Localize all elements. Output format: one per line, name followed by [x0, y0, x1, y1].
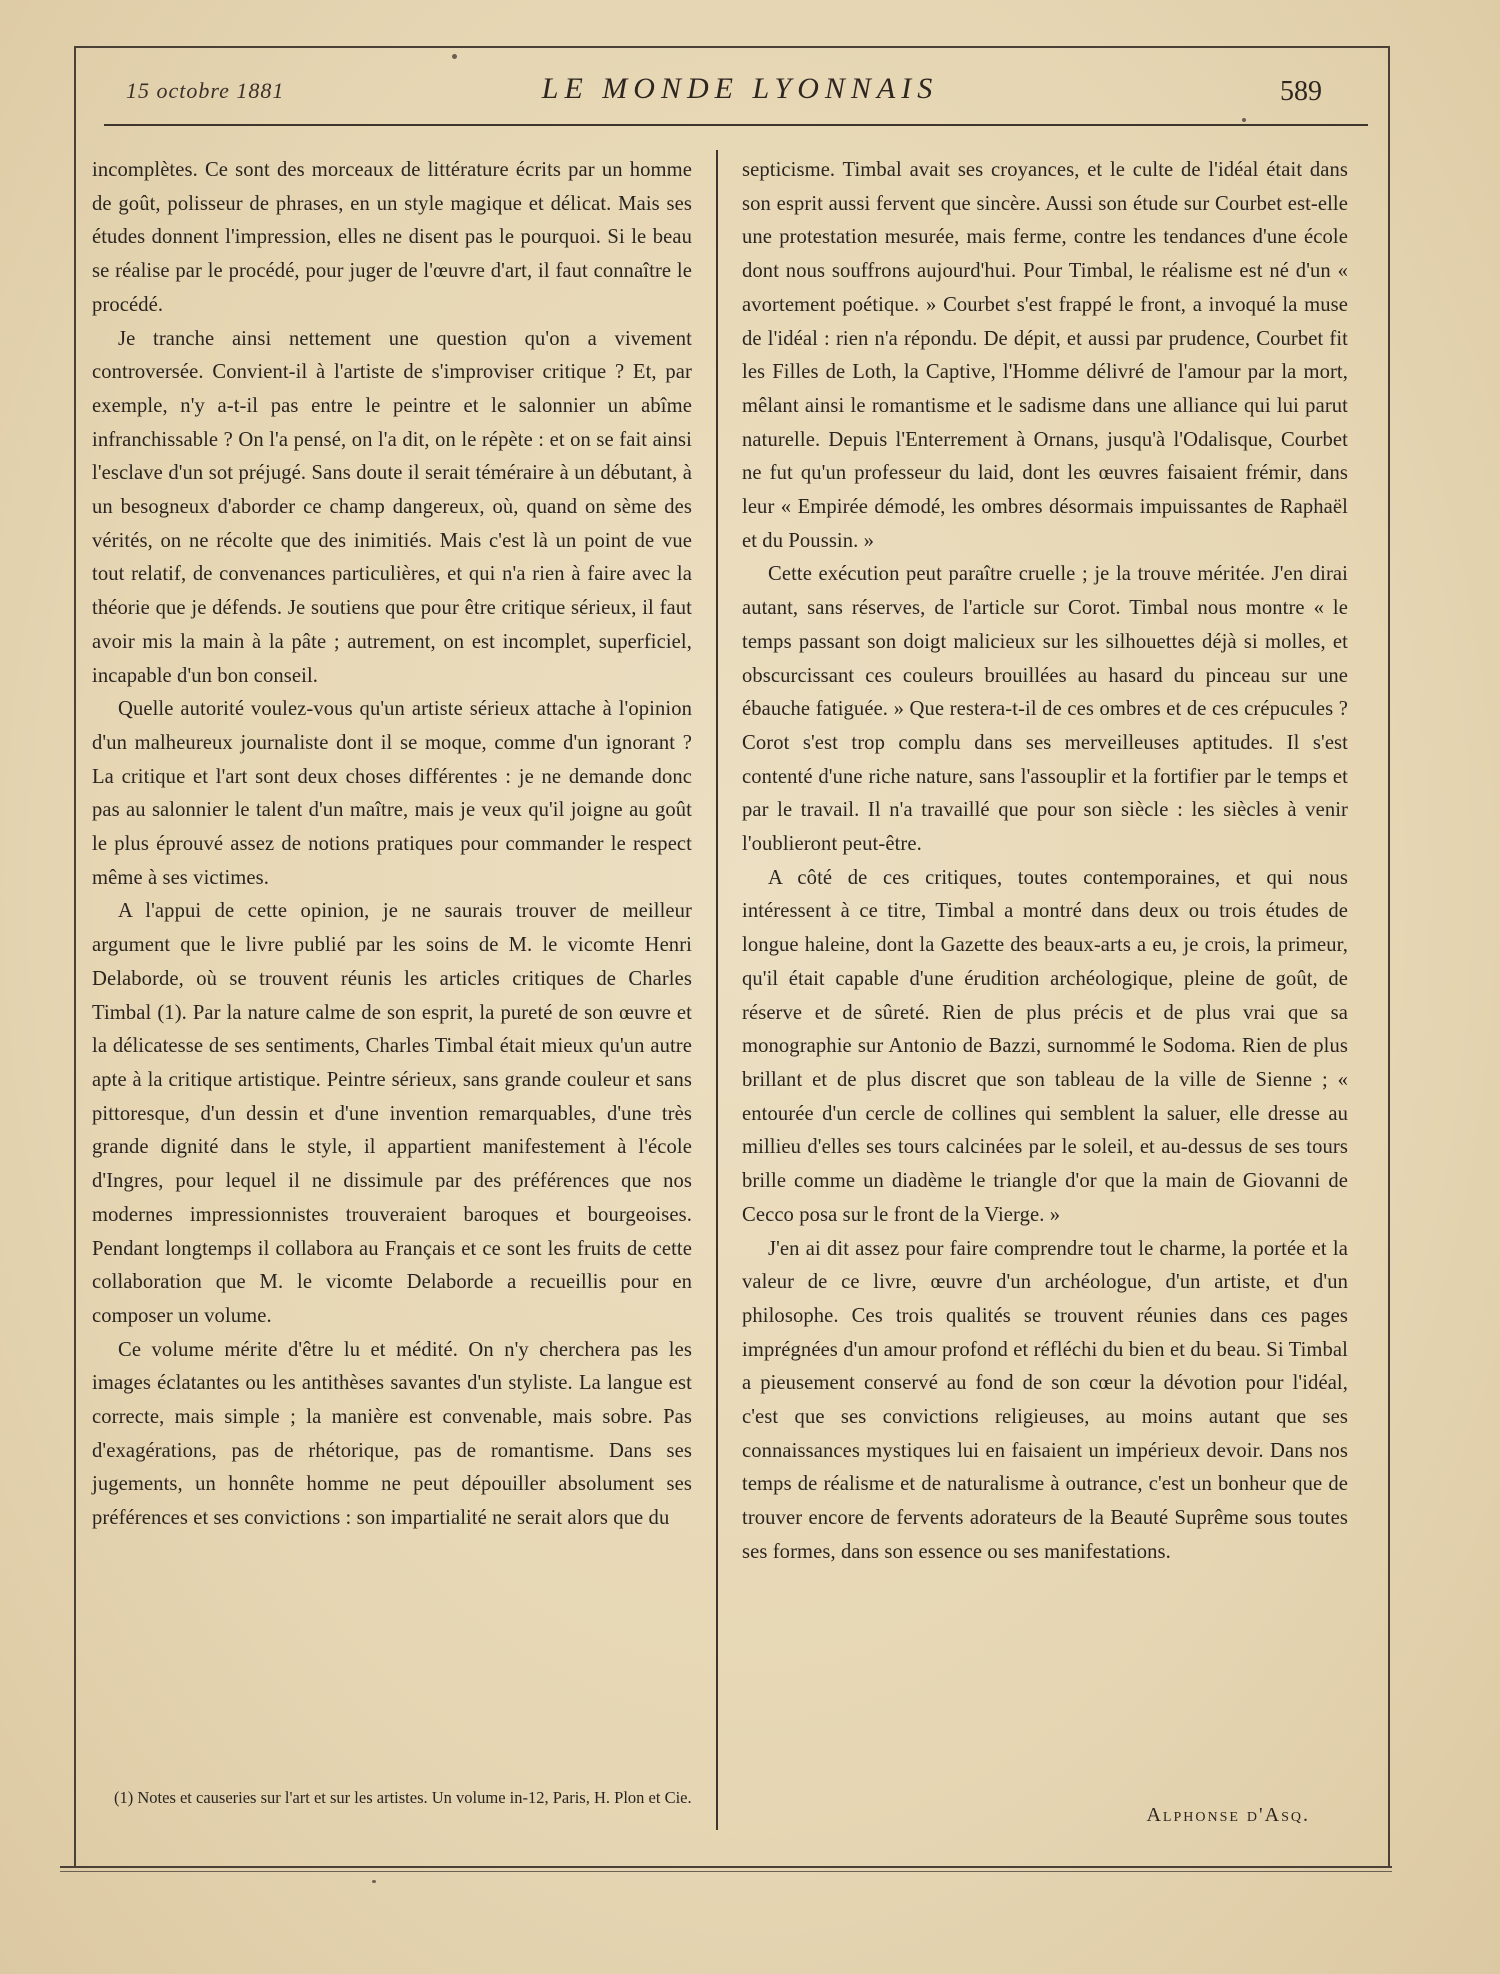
left-column: [92, 154, 692, 1536]
issue-date: 15 octobre 1881: [126, 78, 285, 103]
footnote-text: (1) Notes et causeries sur l'art et sur les artistes. Un volume in-12, Paris, H. Plon et Cie.: [114, 1788, 692, 1807]
page-frame-right: [1388, 46, 1390, 1868]
paragraph: A côté de ces critiques, toutes contemporaines, et qui nous intéressent à ce titre, Timbal a montré dans deux ou trois études de longue haleine, dont la Gazette des beaux-arts a eu, je crois, la primeur, qu'il était capable d'une érudition archéologique, pleine de goût, de réserve et de sûreté. Rien de plus précis et de plus vrai que sa monographie sur Antonio de Bazzi, surnommé le Sodoma. Rien de plus brillant et de plus discret que son tableau de la ville de Sienne ; « entourée d'un cercle de collines qui semblent la saluer, elle dresse au millieu d'elles ses tours calcinées par le soleil, et au-dessus de ses tours brille comme un diadème le triangle d'or que la main de Giovanni de Cecco posa sur le front de la Vierge. »: [742, 866, 1348, 1226]
page-frame-bottom: [60, 1866, 1392, 1868]
page-frame-bottom-rule: [60, 1871, 1392, 1872]
paragraph: Je tranche ainsi nettement une question qu'on a vivement controversée. Convient-il à l'artiste de s'improviser critique ? Et, par exemple, n'y a-t-il pas entre le peintre et le salonnier un abîme infranchissable ? On l'a pensé, on l'a dit, on le répète : et on se fait ainsi l'esclave d'un sot préjugé. Sans doute il serait téméraire à un débutant, à un besogneux d'aborder ce champ dangereux, où, quand on sème des vérités, on ne récolte que des inimitiés. Mais c'est là un point de vue tout relatif, de convenances particulières, et qui n'a rien à faire avec la théorie que je défends. Je soutiens que pour être critique sérieux, il faut avoir mis la main à la pâte ; autrement, on est incomplet, superficiel, incapable d'un bon conseil.: [92, 327, 692, 687]
paragraph: A l'appui de cette opinion, je ne saurais trouver de meilleur argument que le livre publié par les soins de M. le vicomte Henri Delaborde, où se trouvent réunis les articles critiques de Charles Timbal (1). Par la nature calme de son esprit, la pureté de son œuvre et la délicatesse de ses sentiments, Charles Timbal était mieux qu'un autre apte à la critique artistique. Peintre sérieux, sans grande couleur et sans pittoresque, d'un dessin et d'une invention remarquables, d'une très grande dignité dans le style, il appartient manifestement à l'école d'Ingres, pour lequel il ne dissimule par des préférences que nos modernes impressionnistes trouveraient baroques et bourgeoises. Pendant longtemps il collabora au Français et ce sont les fruits de cette collaboration que M. le vicomte Delaborde a recueillis pour en composer un volume.: [92, 900, 692, 1327]
paragraph: Quelle autorité voulez-vous qu'un artiste sérieux attache à l'opinion d'un malheureux journaliste dont il se moque, comme d'un ignorant ? La critique et l'art sont deux choses différentes : je ne demande donc pas au salonnier le talent d'un maître, mais je veux qu'il joigne au goût le plus éprouvé assez de notions pratiques pour commander le respect même à ses victimes.: [92, 698, 692, 889]
page-number: 589: [1280, 76, 1322, 107]
paper-speck: [372, 1880, 376, 1883]
masthead-title: LE MONDE LYONNAIS: [541, 72, 939, 105]
footnote: [92, 1785, 692, 1811]
paragraph: septicisme. Timbal avait ses croyances, et le culte de l'idéal était dans son esprit aussi fervent que sincère. Aussi son étude sur Courbet est-elle une protestation mesurée, mais ferme, contre les tendances d'une école dont nous souffrons aujourd'hui. Pour Timbal, le réalisme est né d'un « avortement poétique. » Courbet s'est frappé le front, a invoqué la muse de l'idéal : rien n'a répondu. De dépit, et aussi par prudence, Courbet fit les Filles de Loth, la Captive, l'Homme délivré de l'amour par la mort, mêlant ainsi le romantisme et le sadisme dans une alliance qui lui parut naturelle. Depuis l'Enterrement à Ornans, jusqu'à l'Odalisque, Courbet ne fut qu'un professeur du laid, dont les œuvres faisaient frémir, dans leur « Empirée démodé, les ombres désormais impuissantes de Raphaël et du Poussin. »: [742, 159, 1348, 552]
header-rule: [104, 124, 1368, 126]
paragraph: incomplètes. Ce sont des morceaux de littérature écrits par un homme de goût, polisseur de phrases, en un style magique et délicat. Mais ses études donnent l'impression, elles ne disent pas le pourquoi. Si le beau se réalise par le procédé, pour juger de l'œuvre d'art, il faut connaître le procédé.: [92, 159, 692, 316]
author-signature: Alphonse d'Asq.: [1146, 1804, 1310, 1826]
paragraph: J'en ai dit assez pour faire comprendre tout le charme, la portée et la valeur de ce livre, œuvre d'un archéologue, d'un artiste, et d'un philosophe. Ces trois qualités se trouvent réunies dans ces pages imprégnées d'un amour profond et réfléchi du bien et du beau. Si Timbal a pieusement conservé au fond de son cœur la dévotion pour l'idéal, c'est que ses convictions religieuses, au moins autant que ses connaissances mystiques lui en faisaient un impérieux devoir. Dans nos temps de réalisme et de naturalisme à outrance, c'est un bonheur que de trouver encore de fervents adorateurs de la Beauté Suprême sous toutes ses formes, dans son essence ou ses manifestations.: [742, 1237, 1348, 1563]
paragraph: Ce volume mérite d'être lu et médité. On n'y cherchera pas les images éclatantes ou les antithèses savantes d'un styliste. La langue est correcte, mais simple ; la manière est convenable, mais sobre. Pas d'exagérations, pas de rhétorique, pas de romantisme. Dans ses jugements, un honnête homme ne peut dépouiller absolument ses préférences et ses convictions : son impartialité ne serait alors que du: [92, 1338, 692, 1530]
page-frame-left: [74, 46, 76, 1868]
column-divider: [716, 150, 718, 1830]
page-frame-top: [74, 46, 1390, 48]
paper-speck: [452, 54, 457, 59]
right-column: [742, 154, 1348, 1570]
paragraph: Cette exécution peut paraître cruelle ; je la trouve méritée. J'en dirai autant, sans réserves, de l'article sur Corot. Timbal nous montre « le temps passant son doigt malicieux sur les silhouettes déjà si molles, et obscurcissant ces couleurs brouillées au hasard du pinceau sur une ébauche fatiguée. » Que restera-t-il de ces ombres et de ces crépucules ? Corot s'est trop complu dans ses merveilleuses aptitudes. Il s'est contenté d'une riche nature, sans l'assouplir et la fortifier par le temps et par le travail. Il n'a travaillé que pour son siècle : les siècles à venir l'oublieront peut-être.: [742, 563, 1348, 856]
paper-speck: [1242, 118, 1246, 122]
